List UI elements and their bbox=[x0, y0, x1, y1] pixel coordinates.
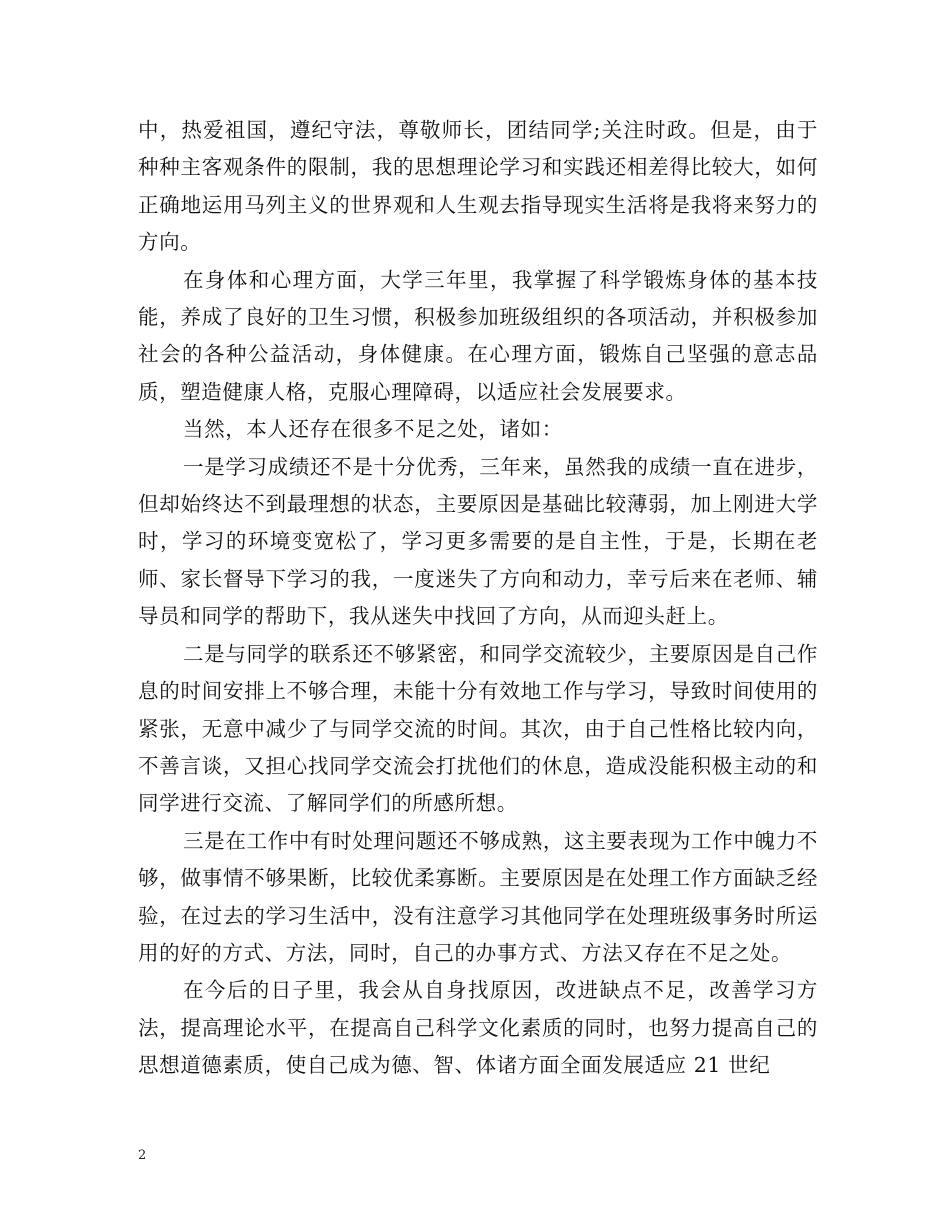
paragraph-shortcoming-work: 三是在工作中有时处理问题还不够成熟，这主要表现为工作中魄力不够，做事情不够果断，比较优柔寡断。主要原因是在处理工作方面缺乏经验，在过去的学习生活中，没有注意学习其他同学在处理班级事务时所运用的好的方式、方法，同时，自己的办事方式、方法又存在不足之处。 bbox=[138, 828, 818, 965]
paragraph-physical-mental: 在身体和心理方面，大学三年里，我掌握了科学锻炼身体的基本技能，养成了良好的卫生习惯，积极参加班级组织的各项活动，并积极参加社会的各种公益活动，身体健康。在心理方面，锻炼自己坚强的意志品质，塑造健康人格，克服心理障碍，以适应社会发展要求。 bbox=[138, 267, 818, 404]
paragraph-future-plan: 在今后的日子里，我会从自身找原因，改进缺点不足，改善学习方法，提高理论水平，在提高自己科学文化素质的同时，也努力提高自己的思想道德素质，使自己成为德、智、体诸方面全面发展适应 21 世纪 bbox=[138, 978, 818, 1078]
paragraph-shortcomings-intro: 当然，本人还存在很多不足之处，诸如： bbox=[183, 417, 563, 442]
paragraph-shortcoming-study: 一是学习成绩还不是十分优秀，三年来，虽然我的成绩一直在进步，但却始终达不到最理想的状态，主要原因是基础比较薄弱，加上刚进大学时，学习的环境变宽松了，学习更多需要的是自主性，于是，长期在老师、家长督导下学习的我，一度迷失了方向和动力，幸亏后来在老师、辅导员和同学的帮助下，我从迷失中找回了方向，从而迎头赶上。 bbox=[138, 454, 818, 629]
paragraph-shortcoming-communication: 二是与同学的联系还不够紧密，和同学交流较少，主要原因是自己作息的时间安排上不够合理，未能十分有效地工作与学习，导致时间使用的紧张，无意中减少了与同学交流的时间。其次，由于自己性格比较内向，不善言谈，又担心找同学交流会打扰他们的休息，造成没能积极主动的和同学进行交流、了解同学们的所感所想。 bbox=[138, 641, 818, 816]
body-text bbox=[138, 112, 818, 1085]
paragraph-1-continuation: 中，热爱祖国，遵纪守法，尊敬师长，团结同学;关注时政。但是，由于种种主客观条件的限制，我的思想理论学习和实践还相差得比较大，如何正确地运用马列主义的世界观和人生观去指导现实生活将是我将来努力的方向。 bbox=[138, 118, 818, 255]
page-number: 2 bbox=[138, 1148, 147, 1163]
